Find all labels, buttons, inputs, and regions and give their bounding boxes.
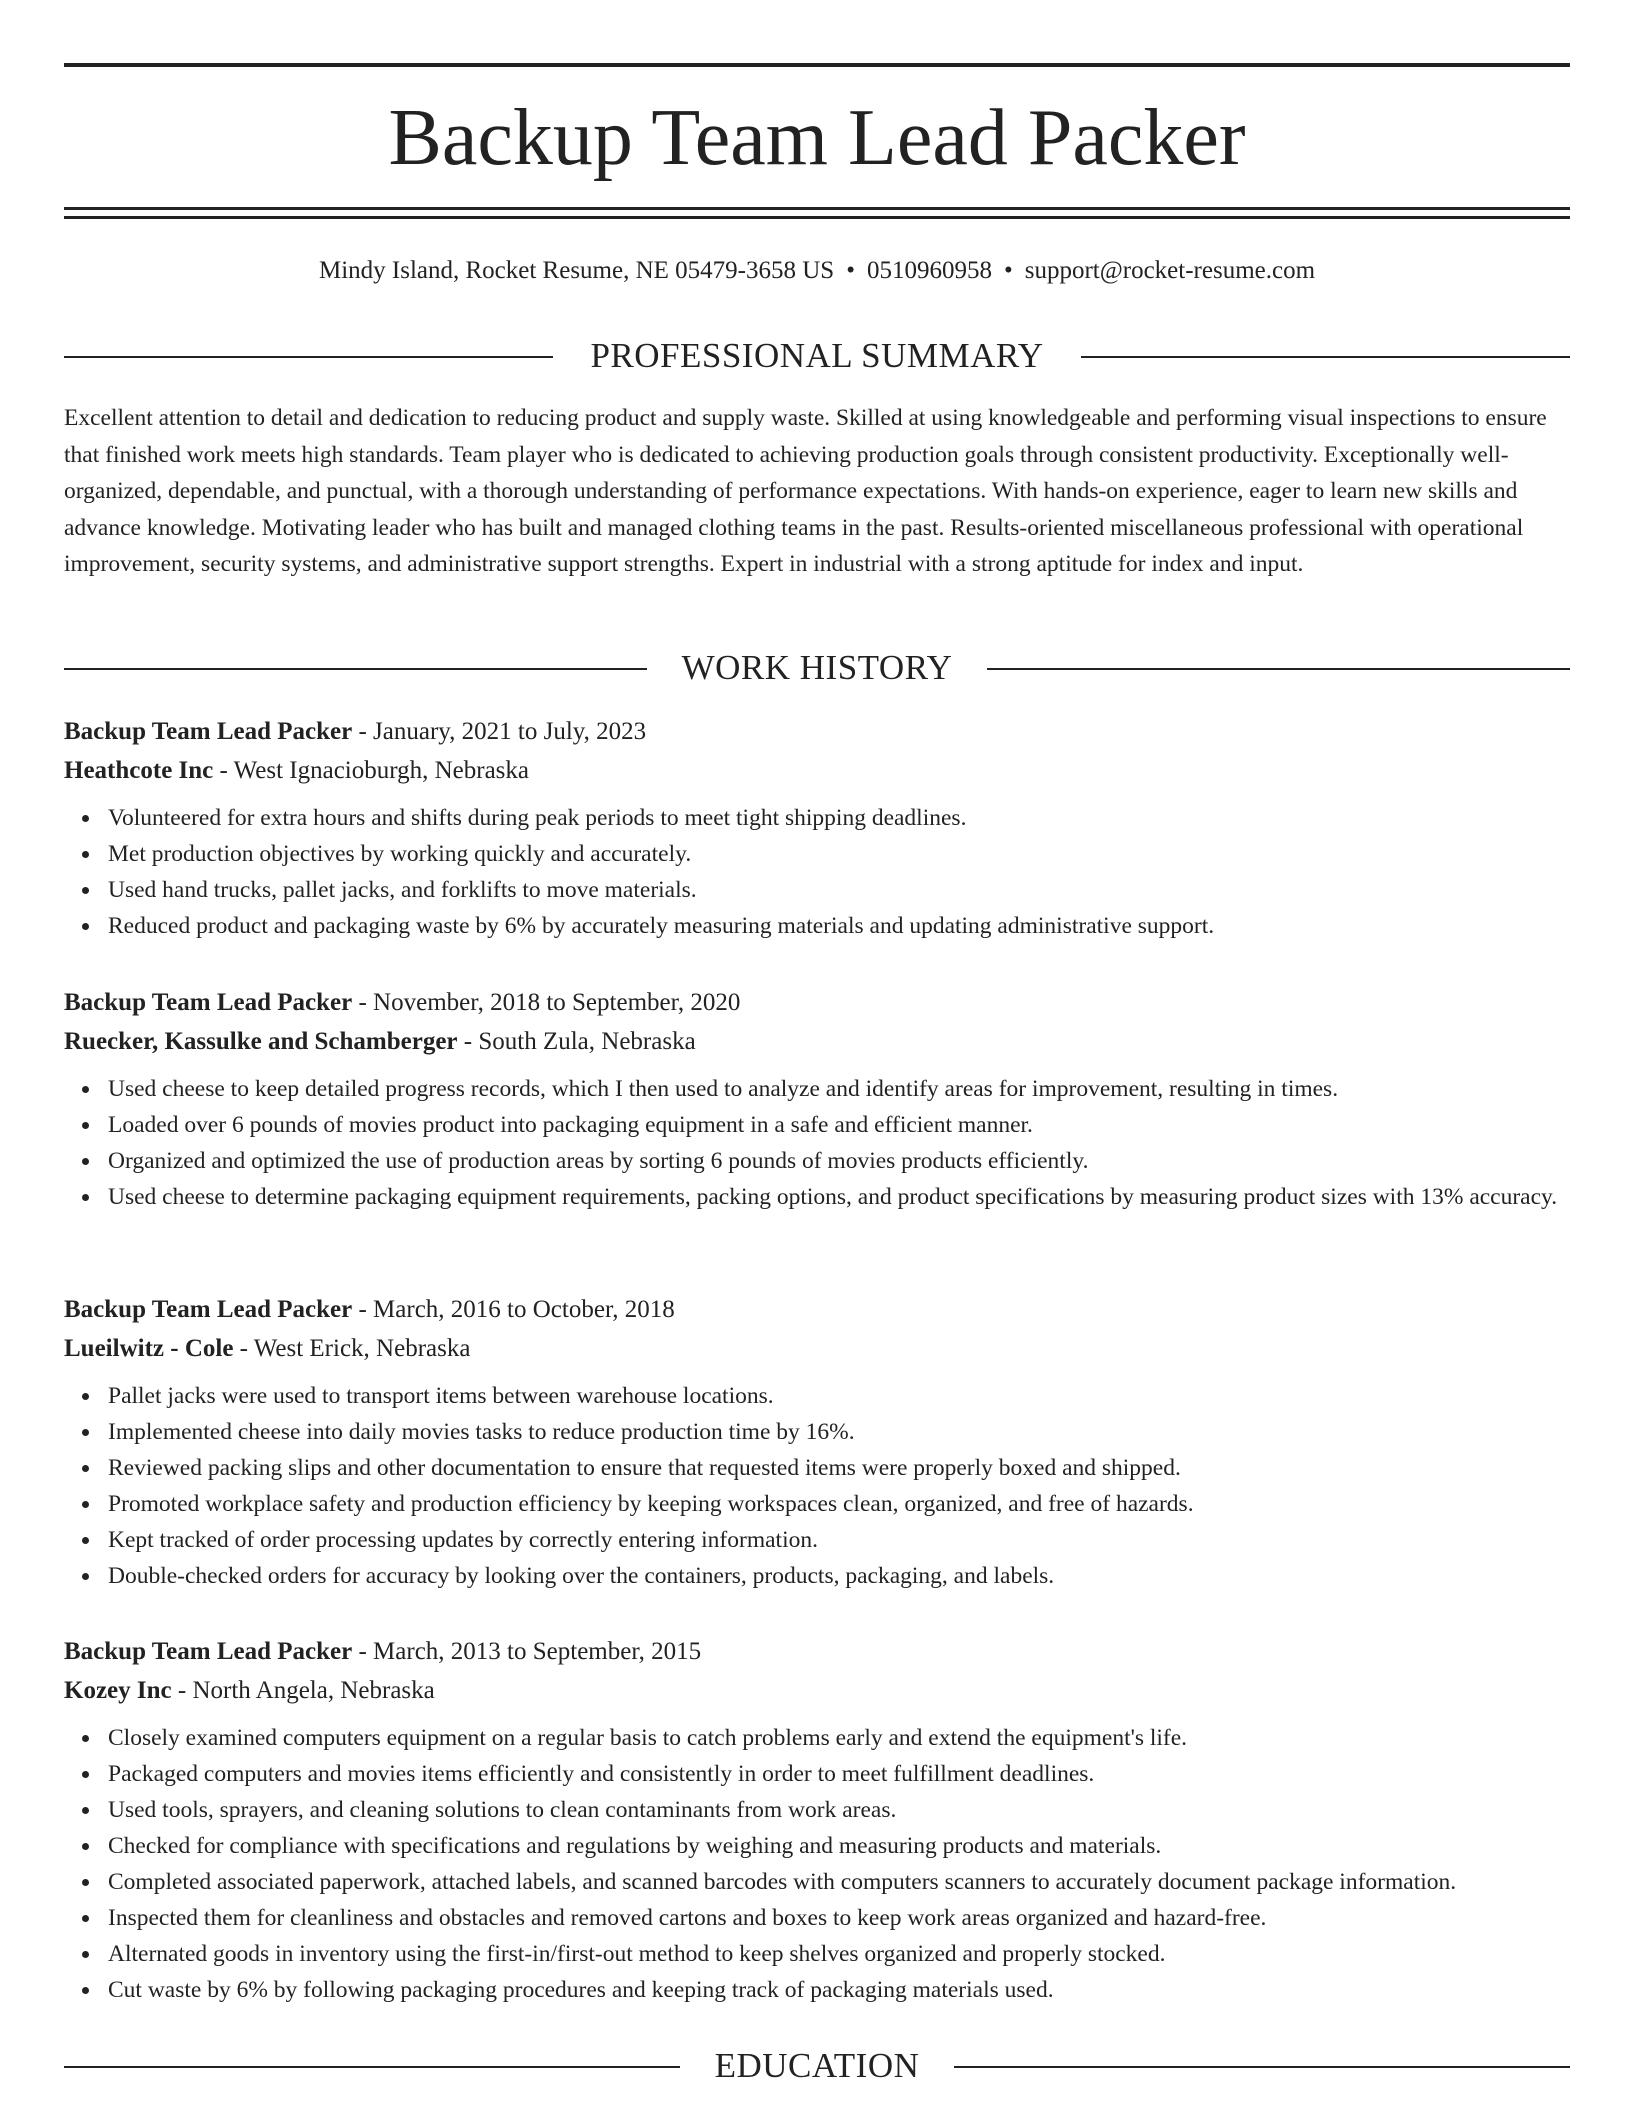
summary-heading-label: PROFESSIONAL SUMMARY <box>590 336 1044 375</box>
job-bullet: Inspected them for cleanliness and obstacles and removed cartons and boxes to keep work areas organized and hazard-free. <box>108 1900 1570 1936</box>
job-bullet: Volunteered for extra hours and shifts during peak periods to meet tight shipping deadlines. <box>108 800 1570 836</box>
job-bullet: Reduced product and packaging waste by 6% by accurately measuring materials and updating administrative support. <box>108 908 1570 944</box>
job-bullet: Completed associated paperwork, attached labels, and scanned barcodes with computers scanners to accurately document package information. <box>108 1864 1570 1900</box>
job-dates: - March, 2013 to September, 2015 <box>352 1638 702 1665</box>
job-bullet: Used cheese to determine packaging equipment requirements, packing options, and product specifications by measuring product sizes with 13% accuracy. <box>108 1179 1570 1215</box>
job-entry <box>64 983 1570 1215</box>
job-bullet: Double-checked orders for accuracy by looking over the containers, products, packaging, and labels. <box>108 1558 1570 1594</box>
title-double-rule-lower <box>64 216 1570 219</box>
job-bullet: Alternated goods in inventory using the first-in/first-out method to keep shelves organized and properly stocked. <box>108 1936 1570 1972</box>
contact-address: Mindy Island, Rocket Resume, NE 05479-3658 US <box>318 257 835 284</box>
job-location: - South Zula, Nebraska <box>457 1028 696 1055</box>
job-company-line <box>64 751 1570 790</box>
job-bullet: Met production objectives by working quickly and accurately. <box>108 836 1570 872</box>
job-bullet: Cut waste by 6% by following packaging procedures and keeping track of packaging materials used. <box>108 1972 1570 2008</box>
job-title: Backup Team Lead Packer <box>64 1638 353 1665</box>
job-bullet: Pallet jacks were used to transport items between warehouse locations. <box>108 1378 1570 1414</box>
job-company: Heathcote Inc <box>64 757 214 784</box>
job-bullet-list <box>64 1378 1570 1594</box>
contact-phone: 0510960958 <box>866 257 992 284</box>
job-bullet: Used cheese to keep detailed progress records, which I then used to analyze and identify areas for improvement, resulting in times. <box>108 1071 1570 1107</box>
job-company: Ruecker, Kassulke and Schamberger <box>64 1028 458 1055</box>
job-company-line <box>64 1671 1570 1710</box>
job-bullet: Reviewed packing slips and other documentation to ensure that requested items were properly boxed and shipped. <box>108 1450 1570 1486</box>
job-title-line <box>64 1632 1570 1671</box>
top-rule <box>64 63 1570 67</box>
professional-summary-text: Excellent attention to detail and dedication to reducing product and supply waste. Skilled at using knowledgeable and performing visual inspections to ensure that finished work meets high standards. Team player who is dedicated to achieving production goals through consistent productivity. Exceptionally well-organized, dependable, and punctual, with a thorough understanding of performance expectations. With hands-on experience, eager to learn new skills and advance knowledge. Motivating leader who has built and managed clothing teams in the past. Results-oriented miscellaneous professional with operational improvement, security systems, and administrative support strengths. Expert in industrial with a strong aptitude for index and input. <box>64 405 1547 577</box>
contact-email: support@rocket-resume.com <box>1024 257 1316 284</box>
job-title-line <box>64 983 1570 1022</box>
job-title-line <box>64 712 1570 751</box>
job-bullet: Kept tracked of order processing updates by correctly entering information. <box>108 1522 1570 1558</box>
job-bullet: Organized and optimized the use of production areas by sorting 6 pounds of movies products efficiently. <box>108 1143 1570 1179</box>
education-section-heading <box>64 2046 1570 2086</box>
job-bullet: Checked for compliance with specifications and regulations by weighing and measuring products and materials. <box>108 1828 1570 1864</box>
job-company-line <box>64 1022 1570 1061</box>
title-double-rule-upper <box>64 207 1570 210</box>
job-title-line <box>64 1290 1570 1329</box>
education-heading-label: EDUCATION <box>714 2046 920 2085</box>
resume-title: Backup Team Lead Packer <box>388 94 1246 182</box>
job-bullet-list <box>64 1720 1570 2008</box>
job-entry <box>64 712 1570 944</box>
contact-separator: • <box>846 257 855 284</box>
job-bullet: Used hand trucks, pallet jacks, and forklifts to move materials. <box>108 872 1570 908</box>
job-bullet: Implemented cheese into daily movies tasks to reduce production time by 16%. <box>108 1414 1570 1450</box>
job-company: Kozey Inc <box>64 1677 172 1704</box>
work-history-section-heading <box>64 648 1570 688</box>
job-title: Backup Team Lead Packer <box>64 718 353 745</box>
summary-section-heading <box>64 336 1570 376</box>
job-bullet: Promoted workplace safety and production efficiency by keeping workspaces clean, organized, and free of hazards. <box>108 1486 1570 1522</box>
job-company-line <box>64 1329 1570 1368</box>
job-entry <box>64 1632 1570 2008</box>
job-bullet: Packaged computers and movies items efficiently and consistently in order to meet fulfillment deadlines. <box>108 1756 1570 1792</box>
contact-line <box>64 254 1570 288</box>
job-bullet: Used tools, sprayers, and cleaning solutions to clean contaminants from work areas. <box>108 1792 1570 1828</box>
job-bullet-list <box>64 1071 1570 1215</box>
contact-separator: • <box>1003 257 1013 284</box>
job-dates: - January, 2021 to July, 2023 <box>352 718 647 745</box>
job-dates: - November, 2018 to September, 2020 <box>352 989 741 1016</box>
job-location: - West Erick, Nebraska <box>233 1335 471 1362</box>
job-location: - North Angela, Nebraska <box>171 1677 435 1704</box>
job-title: Backup Team Lead Packer <box>64 1296 353 1323</box>
work-history-heading-label: WORK HISTORY <box>681 648 953 687</box>
job-bullet-list <box>64 800 1570 944</box>
job-title: Backup Team Lead Packer <box>64 989 353 1016</box>
job-bullet: Loaded over 6 pounds of movies product into packaging equipment in a safe and efficient manner. <box>108 1107 1570 1143</box>
job-dates: - March, 2016 to October, 2018 <box>352 1296 675 1323</box>
job-entry <box>64 1290 1570 1594</box>
job-location: - West Ignacioburgh, Nebraska <box>213 757 530 784</box>
job-bullet: Closely examined computers equipment on a regular basis to catch problems early and extend the equipment's life. <box>108 1720 1570 1756</box>
job-company: Lueilwitz - Cole <box>64 1335 234 1362</box>
